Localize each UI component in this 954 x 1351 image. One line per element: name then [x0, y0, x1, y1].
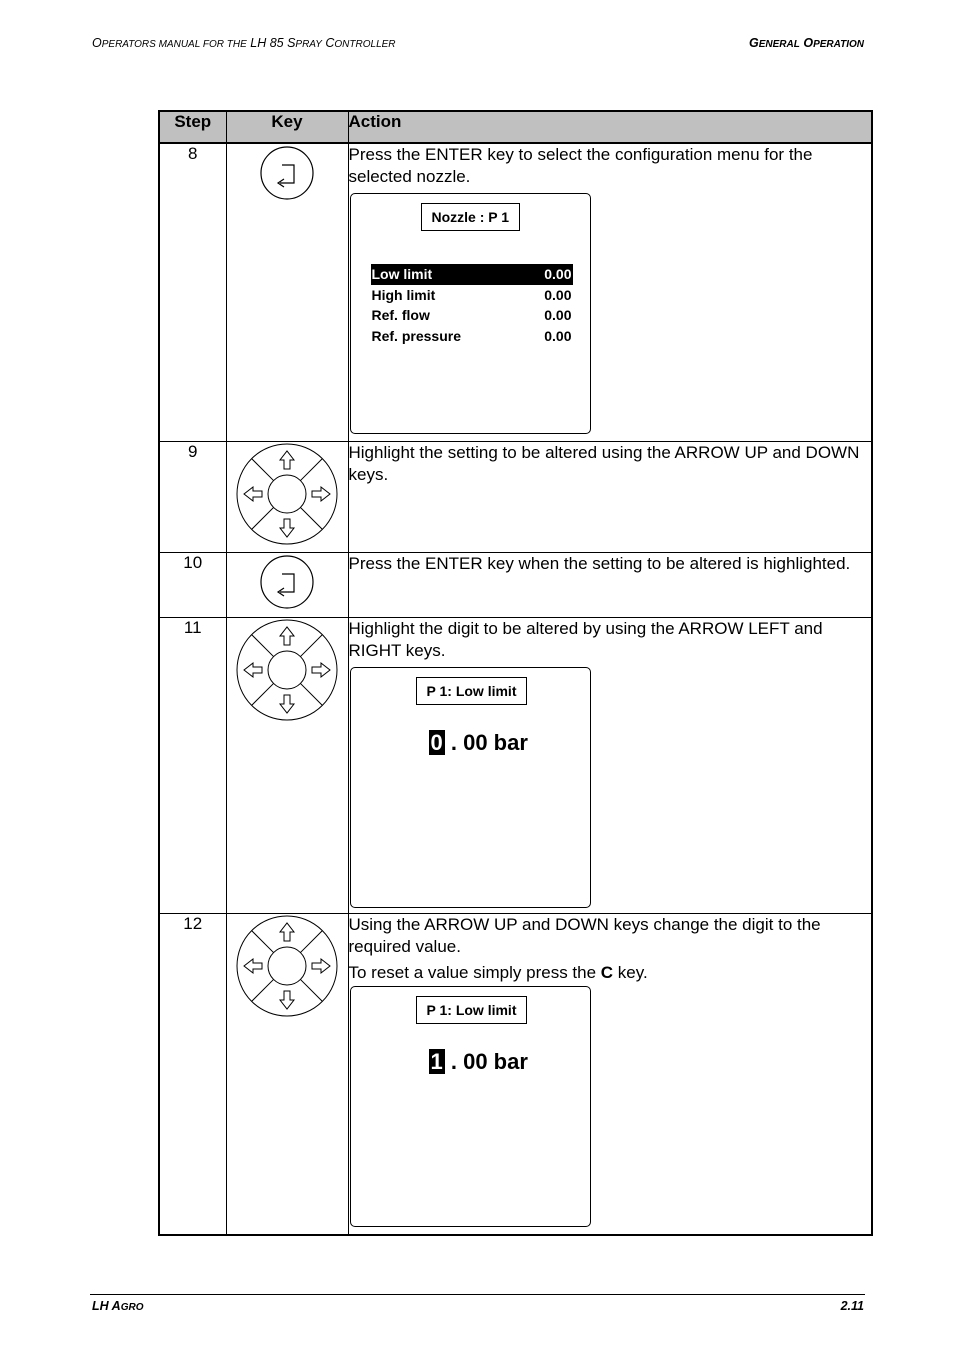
reset-key-label: C — [600, 963, 614, 982]
value-rest: . 00 bar — [450, 1049, 528, 1074]
table-row — [159, 553, 872, 618]
menu-item-value: 0.00 — [544, 286, 572, 303]
menu-item-label: High limit — [371, 286, 436, 303]
key-cell — [226, 143, 348, 442]
highlighted-digit: 1 — [430, 1049, 443, 1074]
enter-key-icon — [258, 144, 316, 202]
menu-item-selected — [371, 264, 573, 285]
header-action: Action — [348, 111, 872, 143]
enter-key-icon — [258, 553, 316, 611]
key-cell — [226, 553, 348, 618]
screen-title: P 1: Low limit — [416, 996, 528, 1024]
step-number: 12 — [159, 914, 226, 1236]
footer-page-number: 2.11 — [840, 1299, 864, 1313]
table-row — [159, 442, 872, 553]
menu-item-label: Low limit — [371, 266, 433, 282]
display-screen — [350, 986, 591, 1227]
action-cell — [348, 553, 872, 618]
footer-left: LH AGRO — [92, 1299, 144, 1313]
value-rest: . 00 bar — [450, 730, 528, 755]
key-cell — [226, 442, 348, 553]
menu-list — [371, 264, 573, 346]
header-step: Step — [159, 111, 226, 143]
value-display — [429, 1051, 528, 1073]
action-cell — [348, 442, 872, 553]
action-reset-text — [349, 962, 872, 984]
menu-item-value: 0.00 — [544, 307, 572, 323]
reset-text-before: To reset a value simply press the — [348, 963, 601, 982]
action-text: Highlight the digit to be altered by using the ARROW LEFT and RIGHT keys. — [348, 619, 823, 660]
arrow-keypad-icon — [235, 914, 339, 1018]
display-screen — [350, 667, 591, 908]
table-row — [159, 618, 872, 914]
screen-title: P 1: Low limit — [416, 677, 528, 705]
action-text: Press the ENTER key to select the configuration menu for the selected nozzle. — [348, 145, 813, 186]
menu-item — [371, 305, 573, 326]
action-cell — [348, 143, 872, 442]
step-number: 8 — [159, 143, 226, 442]
display-screen — [350, 193, 591, 434]
menu-item-value: 0.00 — [544, 327, 572, 344]
table-row — [159, 143, 872, 442]
table-header-row — [159, 111, 872, 143]
footer-rule — [90, 1294, 865, 1295]
action-text: Highlight the setting to be altered using the ARROW UP and DOWN keys. — [348, 443, 860, 484]
menu-item-label: Ref. flow — [371, 307, 430, 323]
arrow-keypad-icon — [235, 442, 339, 546]
action-cell — [348, 618, 872, 914]
value-display — [429, 732, 528, 754]
highlighted-digit: 0 — [430, 730, 443, 755]
step-number: 11 — [159, 618, 226, 914]
action-text: Press the ENTER key when the setting to be altered is highlighted. — [348, 554, 851, 573]
step-number: 10 — [159, 553, 226, 618]
reset-text-after: key. — [613, 963, 648, 982]
header-key: Key — [226, 111, 348, 143]
menu-item-value: 0.00 — [544, 266, 572, 282]
action-text: Using the ARROW UP and DOWN keys change the digit to the required value. — [348, 915, 821, 956]
header-right-title: GENERAL OPERATION — [749, 36, 864, 50]
screen-title: Nozzle : P 1 — [421, 203, 521, 231]
key-cell — [226, 914, 348, 1236]
table-row — [159, 914, 872, 1236]
action-cell — [348, 914, 872, 1236]
key-cell — [226, 618, 348, 914]
menu-item — [371, 285, 573, 306]
step-number: 9 — [159, 442, 226, 553]
procedure-table — [158, 110, 873, 1236]
header-left-title: OPERATORS MANUAL FOR THE LH 85 SPRAY CONTROLLER — [92, 36, 396, 50]
menu-item — [371, 326, 573, 347]
arrow-keypad-icon — [235, 618, 339, 722]
menu-item-label: Ref. pressure — [371, 327, 461, 344]
